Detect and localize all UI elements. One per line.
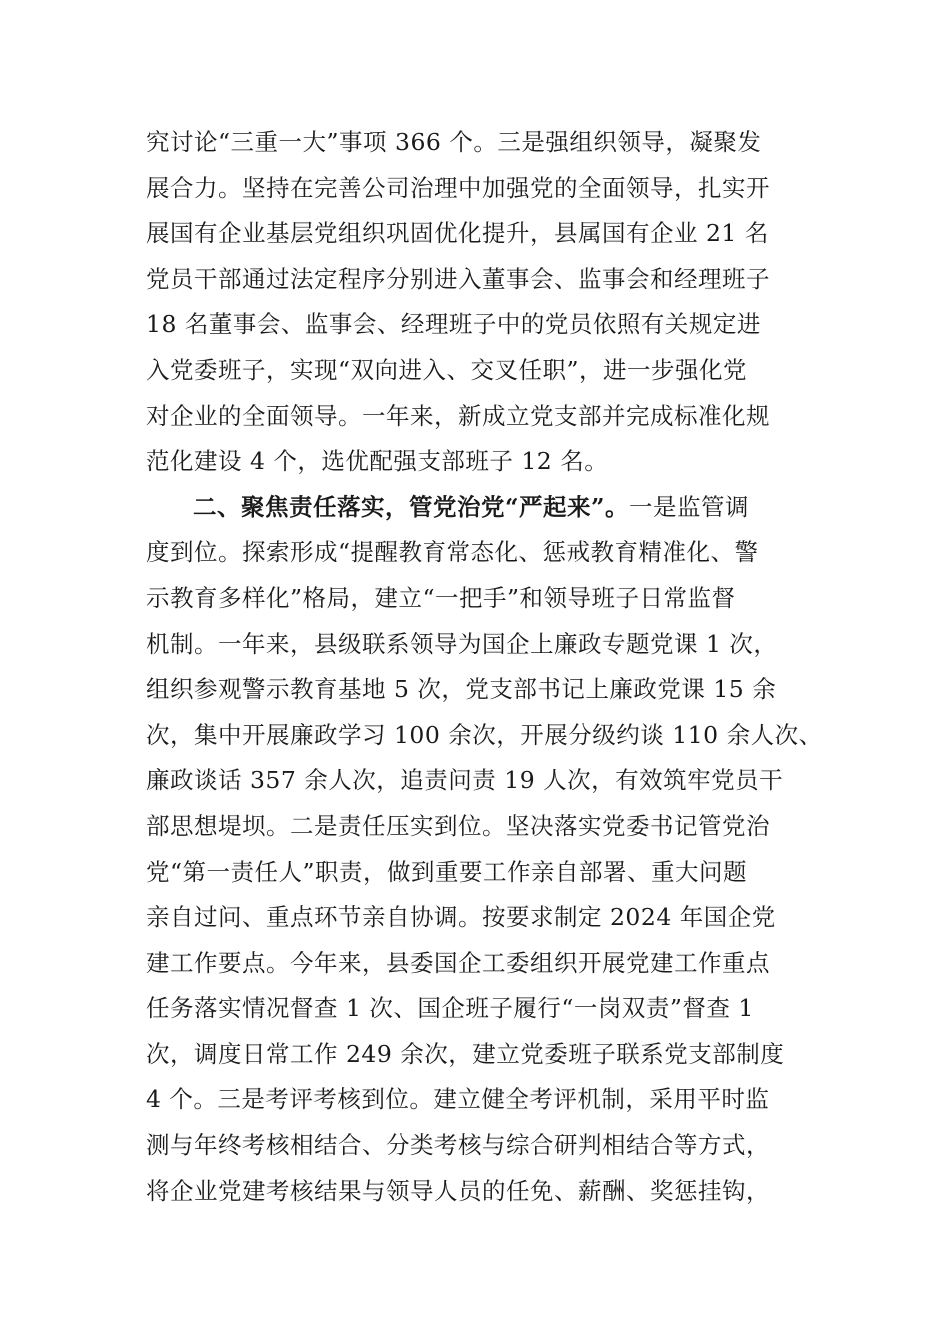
section-heading-line — [146, 485, 836, 531]
section-heading: 二、聚焦责任落实，管党治党“严起来”。 — [193, 492, 630, 521]
text-line: 测与年终考核相结合、分类考核与综合研判相结合等方式， — [146, 1131, 770, 1160]
text-line: 度到位。探索形成“提醒教育常态化、惩戒教育精准化、警 — [146, 538, 759, 567]
text-line: 次，集中开展廉政学习 100 余次，开展分级约谈 110 余人次、 — [146, 720, 823, 749]
text-line: 示教育多样化”格局，建立“一把手”和领导班子日常监督 — [146, 583, 736, 612]
text-line: 次，调度日常工作 249 余次，建立党委班子联系党支部制度 — [146, 1039, 785, 1068]
text-line: 廉政谈话 357 余人次，追责问责 19 人次，有效筑牢党员干 — [146, 766, 784, 795]
text-line: 党“第一责任人”职责，做到重要工作亲自部署、重大问题 — [146, 857, 748, 886]
text-line: 究讨论“三重一大”事项 366 个。三是强组织领导，凝聚发 — [146, 128, 762, 156]
text-line: 入党委班子，实现“双向进入、交叉任职”，进一步强化党 — [146, 355, 748, 384]
text-line: 机制。一年来，县级联系领导为国企上廉政专题党课 1 次， — [146, 629, 778, 658]
text-line: 组织参观警示教育基地 5 次，党支部书记上廉政党课 15 余 — [146, 675, 777, 704]
text-line: 范化建设 4 个，选优配强支部班子 12 名。 — [146, 447, 609, 476]
text-line: 18 名董事会、监事会、经理班子中的党员依照有关规定进 — [146, 310, 761, 339]
text-line: 4 个。三是考评考核到位。建立健全考评机制，采用平时监 — [146, 1085, 770, 1114]
text-line: 将企业党建考核结果与领导人员的任免、薪酬、奖惩挂钩， — [146, 1176, 770, 1205]
text-line: 展合力。坚持在完善公司治理中加强党的全面领导，扎实开 — [146, 173, 770, 202]
body-text — [146, 120, 836, 1214]
text-line: 任务落实情况督查 1 次、国企班子履行“一岗双责”督查 1 — [146, 994, 754, 1023]
text-line: 建工作要点。今年来，县委国企工委组织开展党建工作重点 — [146, 948, 770, 977]
text-line: 亲自过问、重点环节亲自协调。按要求制定 2024 年国企党 — [146, 903, 776, 932]
text-line: 展国有企业基层党组织巩固优化提升，县属国有企业 21 名 — [146, 219, 769, 248]
text-line: 党员干部通过法定程序分别进入董事会、监事会和经理班子 — [146, 264, 770, 293]
text-line: 对企业的全面领导。一年来，新成立党支部并完成标准化规 — [146, 401, 770, 430]
section-heading-continuation: 一是监管调 — [629, 492, 750, 521]
text-line: 部思想堤坝。二是责任压实到位。坚决落实党委书记管党治 — [146, 811, 770, 840]
